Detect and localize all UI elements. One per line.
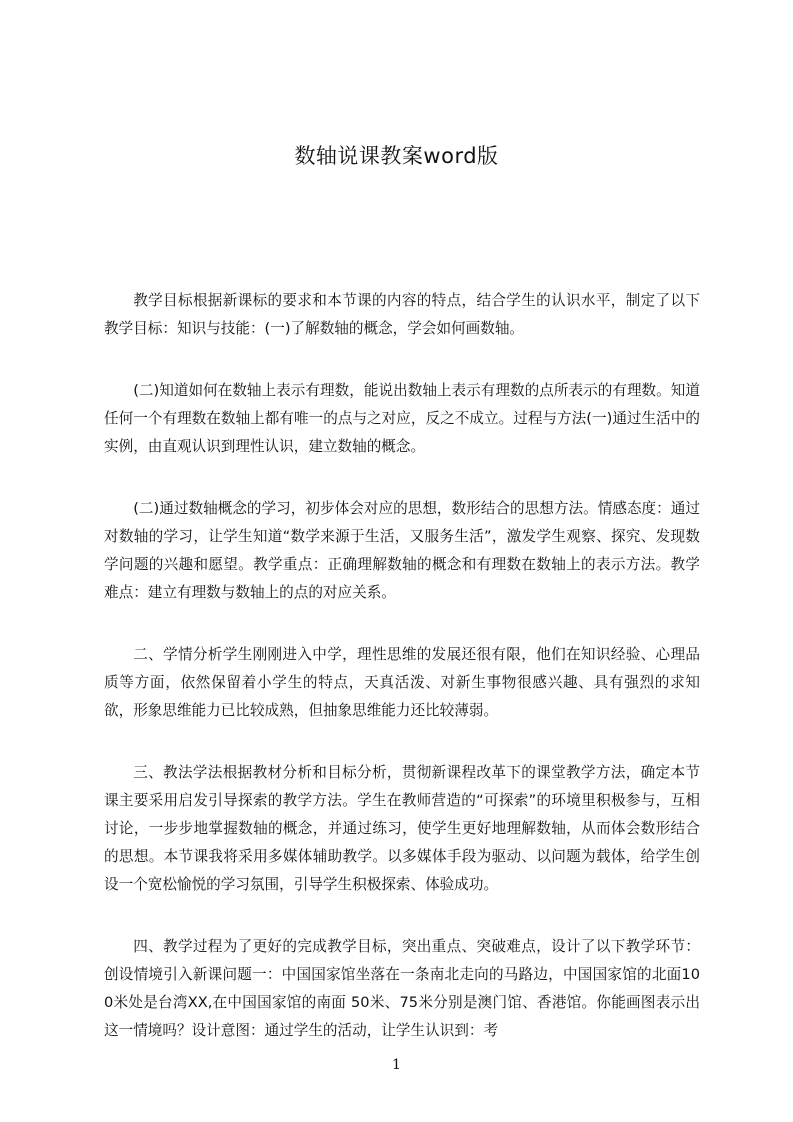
page-number: 1 <box>392 1057 401 1073</box>
paragraph-teaching-goals: 教学目标根据新课标的要求和本节课的内容的特点，结合学生的认识水平，制定了以下教学目标：知识与技能：(一)了解数轴的概念，学会如何画数轴。 <box>104 292 700 337</box>
document-body <box>104 287 700 1079</box>
paragraph-goal-three: (二)通过数轴概念的学习，初步体会对应的思想，数形结合的思想方法。情感态度：通过对数轴的学习，让学生知道“数学来源于生活，又服务生活”，激发学生观察、探究、发现数学问题的兴趣和愿望。教学重点：正确理解数轴的概念和有理数在数轴上的表示方法。教学难点：建立有理数与数轴上的点的对应关系。 <box>104 500 700 601</box>
paragraph-goal-two: (二)知道如何在数轴上表示有理数，能说出数轴上表示有理数的点所表示的有理数。知道任何一个有理数在数轴上都有唯一的点与之对应，反之不成立。过程与方法(一)通过生活中的实例，由直观认识到理性认识，建立数轴的概念。 <box>104 382 700 455</box>
paragraph-teaching-process: 四、教学过程为了更好的完成教学目标，突出重点、突破难点，设计了以下教学环节：创设情境引入新课问题一：中国国家馆坐落在一条南北走向的马路边，中国国家馆的北面100米处是台湾XX,在中国国家馆的南面 50米、75米分别是澳门馆、香港馆。你能画图表示出这一情境吗？设计意图：通过学生的活动，让学生认识到：考 <box>104 938 700 1039</box>
document-title: 数轴说课教案word版 <box>294 144 499 168</box>
paragraph-teaching-methods: 三、教法学法根据教材分析和目标分析，贯彻新课程改革下的课堂教学方法，确定本节课主要采用启发引导探索的教学方法。学生在教师营造的“可探索”的环境里积极参与，互相讨论，一步步地掌握数轴的概念，并通过练习，使学生更好地理解数轴，从而体会数形结合的思想。本节课我将采用多媒体辅助教学。以多媒体手段为驱动、以问题为载体，给学生创设一个宽松愉悦的学习氛围，引导学生积极探索、体验成功。 <box>104 764 700 893</box>
paragraph-student-analysis: 二、学情分析学生刚刚进入中学，理性思维的发展还很有限，他们在知识经验、心理品质等方面，依然保留着小学生的特点，天真活泼、对新生事物很感兴趣、具有强烈的求知欲，形象思维能力已比较成熟，但抽象思维能力还比较薄弱。 <box>104 646 700 719</box>
